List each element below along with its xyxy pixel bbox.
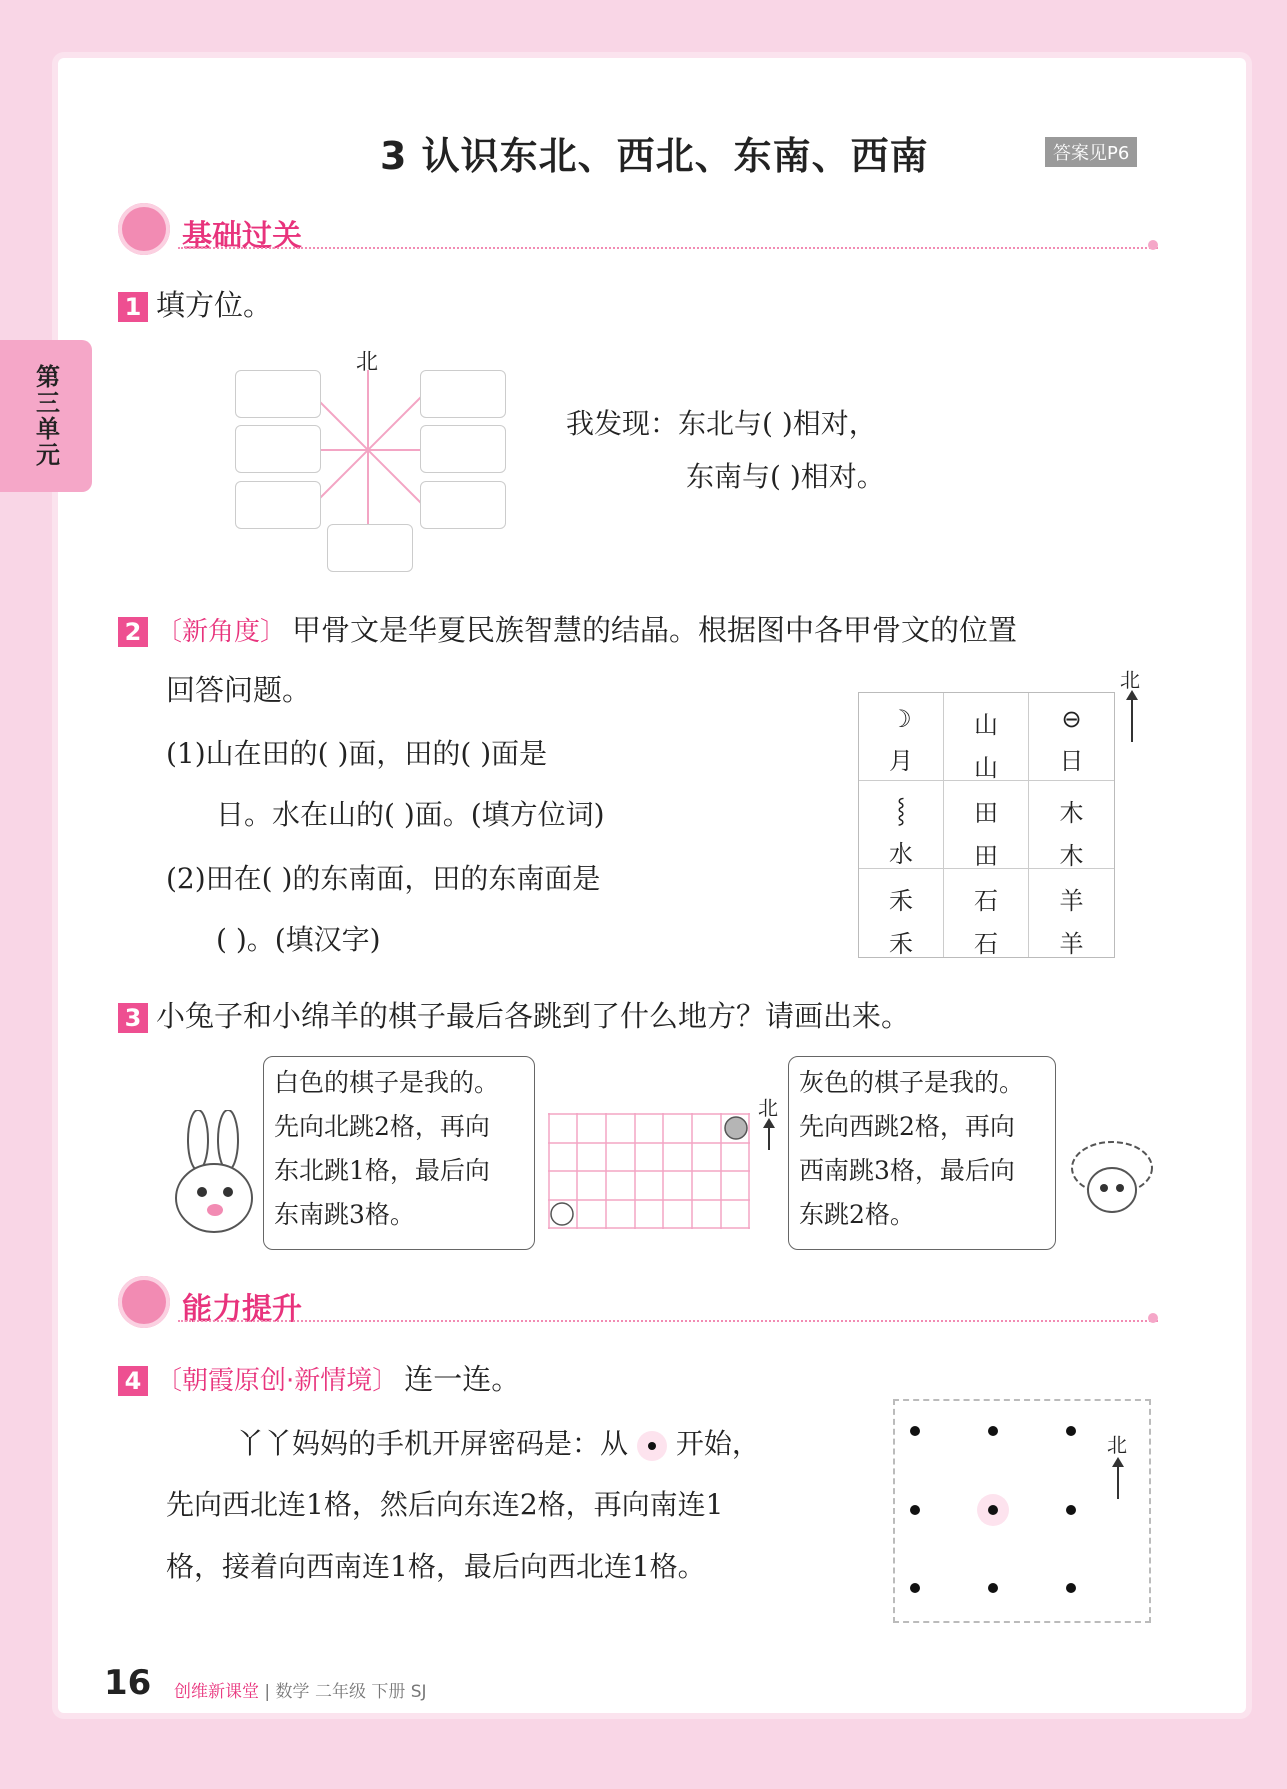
grid-dot[interactable] xyxy=(1066,1426,1076,1436)
page-title: 3 认识东北、西北、东南、西南 xyxy=(380,134,929,178)
q2-number: 2 xyxy=(118,617,148,647)
answer-box-west[interactable] xyxy=(235,425,321,473)
q2-part2-line1: (2)田在( )的东南面，田的东南面是 xyxy=(166,862,601,895)
q3-prompt xyxy=(118,994,910,1035)
q4-north-label: 北 xyxy=(1107,1433,1127,1457)
section-divider xyxy=(178,247,1158,249)
q2-north-arrow xyxy=(1131,692,1133,742)
section-basic-label: 基础过关 xyxy=(182,219,302,254)
q1-text: 填方位。 xyxy=(156,288,273,322)
page-number: 16 xyxy=(104,1663,152,1703)
q1-finding-line2: 东南与( )相对。 xyxy=(686,460,885,493)
q2-part1-line1: (1)山在田的( )面，田的( )面是 xyxy=(166,737,548,770)
unit-side-tab: 第三单元 xyxy=(0,340,92,492)
grid-cell: 木 木 xyxy=(1029,781,1114,869)
grid-dot[interactable] xyxy=(910,1426,920,1436)
divider-dot xyxy=(1148,240,1158,250)
rabbit-icon xyxy=(170,1110,260,1240)
q3-north-label: 北 xyxy=(758,1096,778,1120)
grid-cell: 田 田 xyxy=(944,781,1029,869)
q2-part1-line2: 日。水在山的( )面。(填方位词) xyxy=(216,798,605,831)
q2-part2-line2: ( )。(填汉字) xyxy=(216,923,381,956)
grid-dot[interactable] xyxy=(1066,1505,1076,1515)
q4-line2: 先向西北连1格，然后向东连2格，再向南连1 xyxy=(166,1488,724,1521)
q4-prompt xyxy=(118,1357,520,1398)
mascot-icon xyxy=(118,1276,170,1328)
section-divider xyxy=(178,1320,1158,1322)
grid-cell: 禾 禾 xyxy=(859,869,944,957)
section-advance-label: 能力提升 xyxy=(182,1292,302,1327)
chess-board-grid[interactable] xyxy=(548,1113,750,1229)
answer-box-southeast[interactable] xyxy=(420,481,506,529)
q2-north-label: 北 xyxy=(1120,668,1140,692)
compass-north-label: 北 xyxy=(356,350,379,375)
q3-number: 3 xyxy=(118,1003,148,1033)
grid-dot[interactable] xyxy=(988,1583,998,1593)
answer-box-northeast[interactable] xyxy=(420,370,506,418)
q4-number: 4 xyxy=(118,1366,148,1396)
q1-prompt xyxy=(118,283,272,324)
section-advance-header xyxy=(118,1276,1158,1330)
q2-tag: 〔新角度〕 xyxy=(156,617,287,647)
grid-dot[interactable] xyxy=(910,1505,920,1515)
divider-dot xyxy=(1148,1313,1158,1323)
answer-box-northwest[interactable] xyxy=(235,370,321,418)
mascot-icon xyxy=(118,203,170,255)
q1-number: 1 xyxy=(118,292,148,322)
q4-line1: 丫丫妈妈的手机开屏密码是：从 开始， xyxy=(236,1427,760,1460)
start-flower-dot-icon xyxy=(637,1431,667,1461)
grid-dot[interactable] xyxy=(910,1583,920,1593)
oracle-bone-grid xyxy=(858,692,1115,958)
sheep-speech-bubble: 灰色的棋子是我的。 先向西跳2格，再向 西南跳3格，最后向 东跳2格。 xyxy=(788,1056,1056,1250)
white-chess-piece xyxy=(551,1203,573,1225)
rabbit-speech-bubble: 白色的棋子是我的。 先向北跳2格，再向 东北跳1格，最后向 东南跳3格。 xyxy=(263,1056,535,1250)
q2-text-line2: 回答问题。 xyxy=(166,673,312,707)
q4-tag: 〔朝霞原创·新情境〕 xyxy=(156,1366,399,1396)
grid-cell: ☽ 月 xyxy=(859,693,944,781)
footer-brand: 创维新课堂 | 数学 二年级 下册 SJ xyxy=(174,1682,427,1702)
grid-cell: ⸾ 水 xyxy=(859,781,944,869)
answer-ref-tag: 答案见P6 xyxy=(1045,137,1137,167)
grid-cell: 山 山 xyxy=(944,693,1029,781)
answer-box-southwest[interactable] xyxy=(235,481,321,529)
grid-cell: ⊖ 日 xyxy=(1029,693,1114,781)
q1-finding-line1: 我发现：东北与( )相对， xyxy=(566,407,877,440)
password-dot-grid[interactable] xyxy=(893,1399,1151,1623)
grid-dot[interactable] xyxy=(1066,1583,1076,1593)
q2-prompt xyxy=(118,608,1158,649)
q3-north-arrow xyxy=(768,1120,770,1150)
q3-text: 小兔子和小绵羊的棋子最后各跳到了什么地方？请画出来。 xyxy=(156,999,911,1033)
section-basic-header xyxy=(118,203,1158,257)
q2-text-line1: 甲骨文是华夏民族智慧的结晶。根据图中各甲骨文的位置 xyxy=(292,613,1018,647)
grid-cell: 石 石 xyxy=(944,869,1029,957)
grid-dot-start[interactable] xyxy=(988,1505,998,1515)
answer-box-south[interactable] xyxy=(327,524,413,572)
sheep-icon xyxy=(1068,1138,1156,1220)
q4-text: 连一连。 xyxy=(404,1362,521,1396)
answer-box-east[interactable] xyxy=(420,425,506,473)
gray-chess-piece xyxy=(725,1117,747,1139)
q4-north-arrow xyxy=(1117,1459,1119,1499)
grid-cell: 羊 羊 xyxy=(1059,887,1084,958)
grid-dot[interactable] xyxy=(988,1426,998,1436)
q4-line3: 格，接着向西南连1格，最后向西北连1格。 xyxy=(166,1550,706,1583)
